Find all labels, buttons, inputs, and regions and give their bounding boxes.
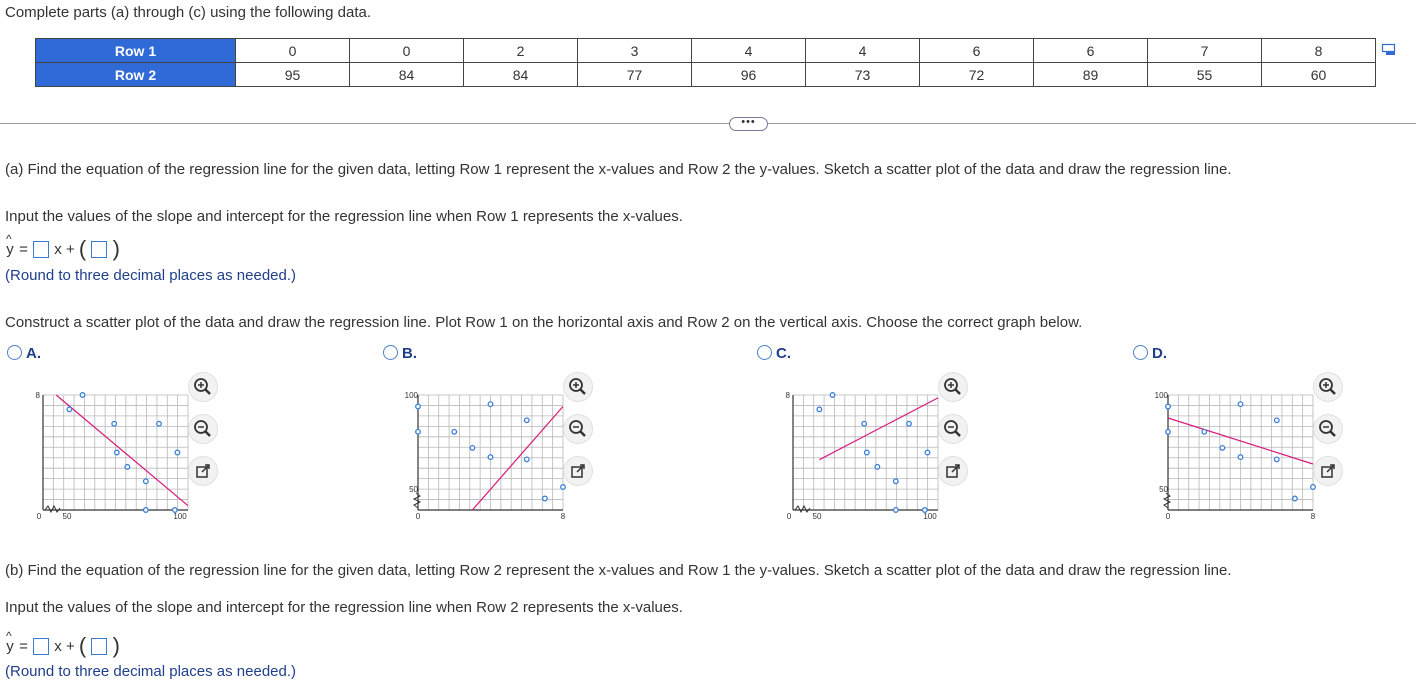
y-axis-break: [1164, 493, 1170, 508]
plus-sign: +: [65, 637, 75, 655]
option-a[interactable]: [7, 345, 41, 362]
data-point: [175, 450, 180, 455]
zoom-out-button[interactable]: [1313, 414, 1343, 444]
table-row-1: [36, 39, 1376, 63]
x-tick-label: 0: [36, 512, 42, 521]
external-link-icon: [1314, 457, 1342, 485]
close-paren: ): [112, 236, 120, 262]
data-point: [1274, 457, 1279, 462]
external-link-icon: [189, 457, 217, 485]
x-tick-label: 8: [1310, 512, 1316, 521]
y-hat-symbol: ^ y: [5, 638, 15, 655]
table-cell: 0: [350, 39, 464, 63]
x-variable: x: [54, 240, 62, 258]
data-point: [543, 496, 548, 501]
part-b-question: (b) Find the equation of the regression line for the given data, letting Row 2 represent the x-values and Row 1 the y-values. Sketch a scatter plot of the data and draw the regression line.: [5, 562, 1232, 579]
table-cell: 96: [692, 63, 806, 87]
data-point: [865, 450, 870, 455]
table-cell: 4: [692, 39, 806, 63]
open-paren: (: [78, 633, 87, 659]
data-point: [561, 485, 566, 490]
data-point: [125, 465, 130, 470]
data-point: [862, 421, 867, 426]
scatter-plot-b: [404, 390, 570, 525]
table-cell: 89: [1034, 63, 1148, 87]
data-point: [144, 479, 149, 484]
row-2-label: Row 2: [36, 63, 236, 87]
regression-line: [819, 398, 938, 460]
y-axis-break: [414, 493, 420, 508]
option-a-label: A.: [26, 345, 41, 362]
data-point: [488, 455, 493, 460]
data-point: [1293, 496, 1298, 501]
zoom-in-button[interactable]: [563, 372, 593, 402]
zoom-out-button[interactable]: [188, 414, 218, 444]
data-point: [115, 450, 120, 455]
data-point: [1220, 446, 1225, 451]
grid: [418, 395, 563, 510]
zoom-out-icon: [1314, 415, 1342, 443]
x-tick-label: 0: [1165, 512, 1171, 521]
data-point: [524, 457, 529, 462]
y-tick-label: 100: [1154, 391, 1168, 400]
plus-sign: +: [65, 240, 75, 258]
table-cell: 4: [806, 39, 920, 63]
table-cell: 72: [920, 63, 1034, 87]
option-b-radio[interactable]: [383, 345, 398, 360]
regression-line: [472, 407, 563, 511]
data-point: [488, 402, 493, 407]
zoom-out-button[interactable]: [938, 414, 968, 444]
data-point: [416, 404, 421, 409]
zoom-out-icon: [939, 415, 967, 443]
data-point: [157, 421, 162, 426]
zoom-in-icon: [564, 373, 592, 401]
grid: [1168, 395, 1313, 510]
data-point: [1274, 418, 1279, 423]
data-point: [894, 508, 899, 513]
y-tick-label: 100: [404, 391, 418, 400]
divider: [0, 123, 1416, 124]
data-point: [1166, 404, 1171, 409]
data-point: [1238, 402, 1243, 407]
intercept-input[interactable]: [91, 241, 107, 258]
data-point: [925, 450, 930, 455]
part-b-instruction: Input the values of the slope and intercept for the regression line when Row 2 represents the x-values.: [5, 599, 683, 616]
data-point: [112, 421, 117, 426]
round-hint: (Round to three decimal places as needed.): [5, 267, 297, 284]
scatter-instruction: Construct a scatter plot of the data and draw the regression line. Plot Row 1 on the horizontal axis and Row 2 on the vertical axis. Choose the correct graph below.: [5, 314, 1083, 331]
table-cell: 6: [1034, 39, 1148, 63]
open-in-new-window-button[interactable]: [938, 456, 968, 486]
data-point: [67, 407, 72, 412]
data-point: [452, 430, 457, 435]
table-cell: 77: [578, 63, 692, 87]
option-c[interactable]: [757, 345, 791, 362]
data-point: [524, 418, 529, 423]
scatter-plot-c: [785, 390, 945, 525]
data-point: [894, 479, 899, 484]
data-point: [907, 421, 912, 426]
data-point: [875, 465, 880, 470]
data-point: [80, 393, 85, 398]
x-tick-label: 50: [812, 512, 822, 521]
part-b-equation: [5, 633, 120, 659]
data-table: [35, 38, 1376, 87]
x-tick-label: 50: [62, 512, 72, 521]
intercept-input-b[interactable]: [91, 638, 107, 655]
table-cell: 6: [920, 39, 1034, 63]
zoom-in-button[interactable]: [188, 372, 218, 402]
zoom-in-icon: [1314, 373, 1342, 401]
x-axis-break: [45, 506, 60, 512]
table-cell: 8: [1262, 39, 1376, 63]
y-tick-label: 50: [1159, 485, 1168, 494]
option-b[interactable]: [383, 345, 417, 362]
zoom-in-button[interactable]: [1313, 372, 1343, 402]
row-1-label: Row 1: [36, 39, 236, 63]
zoom-in-icon: [939, 373, 967, 401]
y-tick-label: 8: [35, 391, 40, 400]
external-link-icon: [564, 457, 592, 485]
copy-data-icon[interactable]: [1382, 44, 1396, 56]
table-cell: 73: [806, 63, 920, 87]
x-tick-label: 0: [415, 512, 421, 521]
table-cell: 84: [350, 63, 464, 87]
x-tick-label: 100: [173, 512, 187, 521]
table-row-2: [36, 63, 1376, 87]
option-d[interactable]: [1133, 345, 1167, 362]
part-a-equation: [5, 236, 120, 262]
x-axis-break: [795, 506, 810, 512]
data-point: [416, 430, 421, 435]
option-a-radio[interactable]: [7, 345, 22, 360]
table-cell: 2: [464, 39, 578, 63]
data-point: [144, 508, 149, 513]
option-d-label: D.: [1152, 345, 1167, 362]
option-d-radio[interactable]: [1133, 345, 1148, 360]
y-tick-label: 8: [785, 391, 790, 400]
data-point: [1166, 430, 1171, 435]
round-hint-b: (Round to three decimal places as needed.): [5, 663, 297, 680]
data-point: [1238, 455, 1243, 460]
slope-input-b[interactable]: [33, 638, 49, 655]
close-paren: ): [112, 633, 120, 659]
data-point: [1311, 485, 1316, 490]
option-c-label: C.: [776, 345, 791, 362]
part-a-question: (a) Find the equation of the regression line for the given data, letting Row 1 represent the x-values and Row 2 the y-values. Sketch a scatter plot of the data and draw the regression line.: [5, 161, 1232, 178]
table-cell: 0: [236, 39, 350, 63]
table-cell: 95: [236, 63, 350, 87]
data-point: [470, 446, 475, 451]
equals-sign: =: [19, 240, 28, 258]
external-link-icon: [939, 457, 967, 485]
scatter-plot-d: [1154, 390, 1320, 525]
x-variable: x: [54, 637, 62, 655]
x-tick-label: 8: [560, 512, 566, 521]
zoom-in-button[interactable]: [938, 372, 968, 402]
equals-sign: =: [19, 637, 28, 655]
table-cell: 3: [578, 39, 692, 63]
part-a-instruction: Input the values of the slope and intercept for the regression line when Row 1 represents the x-values.: [5, 208, 683, 225]
data-point: [817, 407, 822, 412]
table-cell: 55: [1148, 63, 1262, 87]
table-cell: 84: [464, 63, 578, 87]
open-in-new-window-button[interactable]: [188, 456, 218, 486]
open-paren: (: [78, 236, 87, 262]
intro-text: Complete parts (a) through (c) using the following data.: [5, 4, 372, 21]
zoom-out-icon: [189, 415, 217, 443]
data-point: [1202, 430, 1207, 435]
option-c-radio[interactable]: [757, 345, 772, 360]
option-b-label: B.: [402, 345, 417, 362]
data-point: [830, 393, 835, 398]
zoom-in-icon: [189, 373, 217, 401]
x-tick-label: 100: [923, 512, 937, 521]
expand-more-button[interactable]: •••: [729, 117, 768, 131]
slope-input[interactable]: [33, 241, 49, 258]
x-tick-label: 0: [786, 512, 792, 521]
zoom-out-icon: [564, 415, 592, 443]
table-cell: 60: [1262, 63, 1376, 87]
scatter-plot-a: [35, 390, 195, 525]
open-in-new-window-button[interactable]: [563, 456, 593, 486]
y-hat-symbol: ^ y: [5, 241, 15, 258]
zoom-out-button[interactable]: [563, 414, 593, 444]
table-cell: 7: [1148, 39, 1262, 63]
y-tick-label: 50: [409, 485, 418, 494]
open-in-new-window-button[interactable]: [1313, 456, 1343, 486]
